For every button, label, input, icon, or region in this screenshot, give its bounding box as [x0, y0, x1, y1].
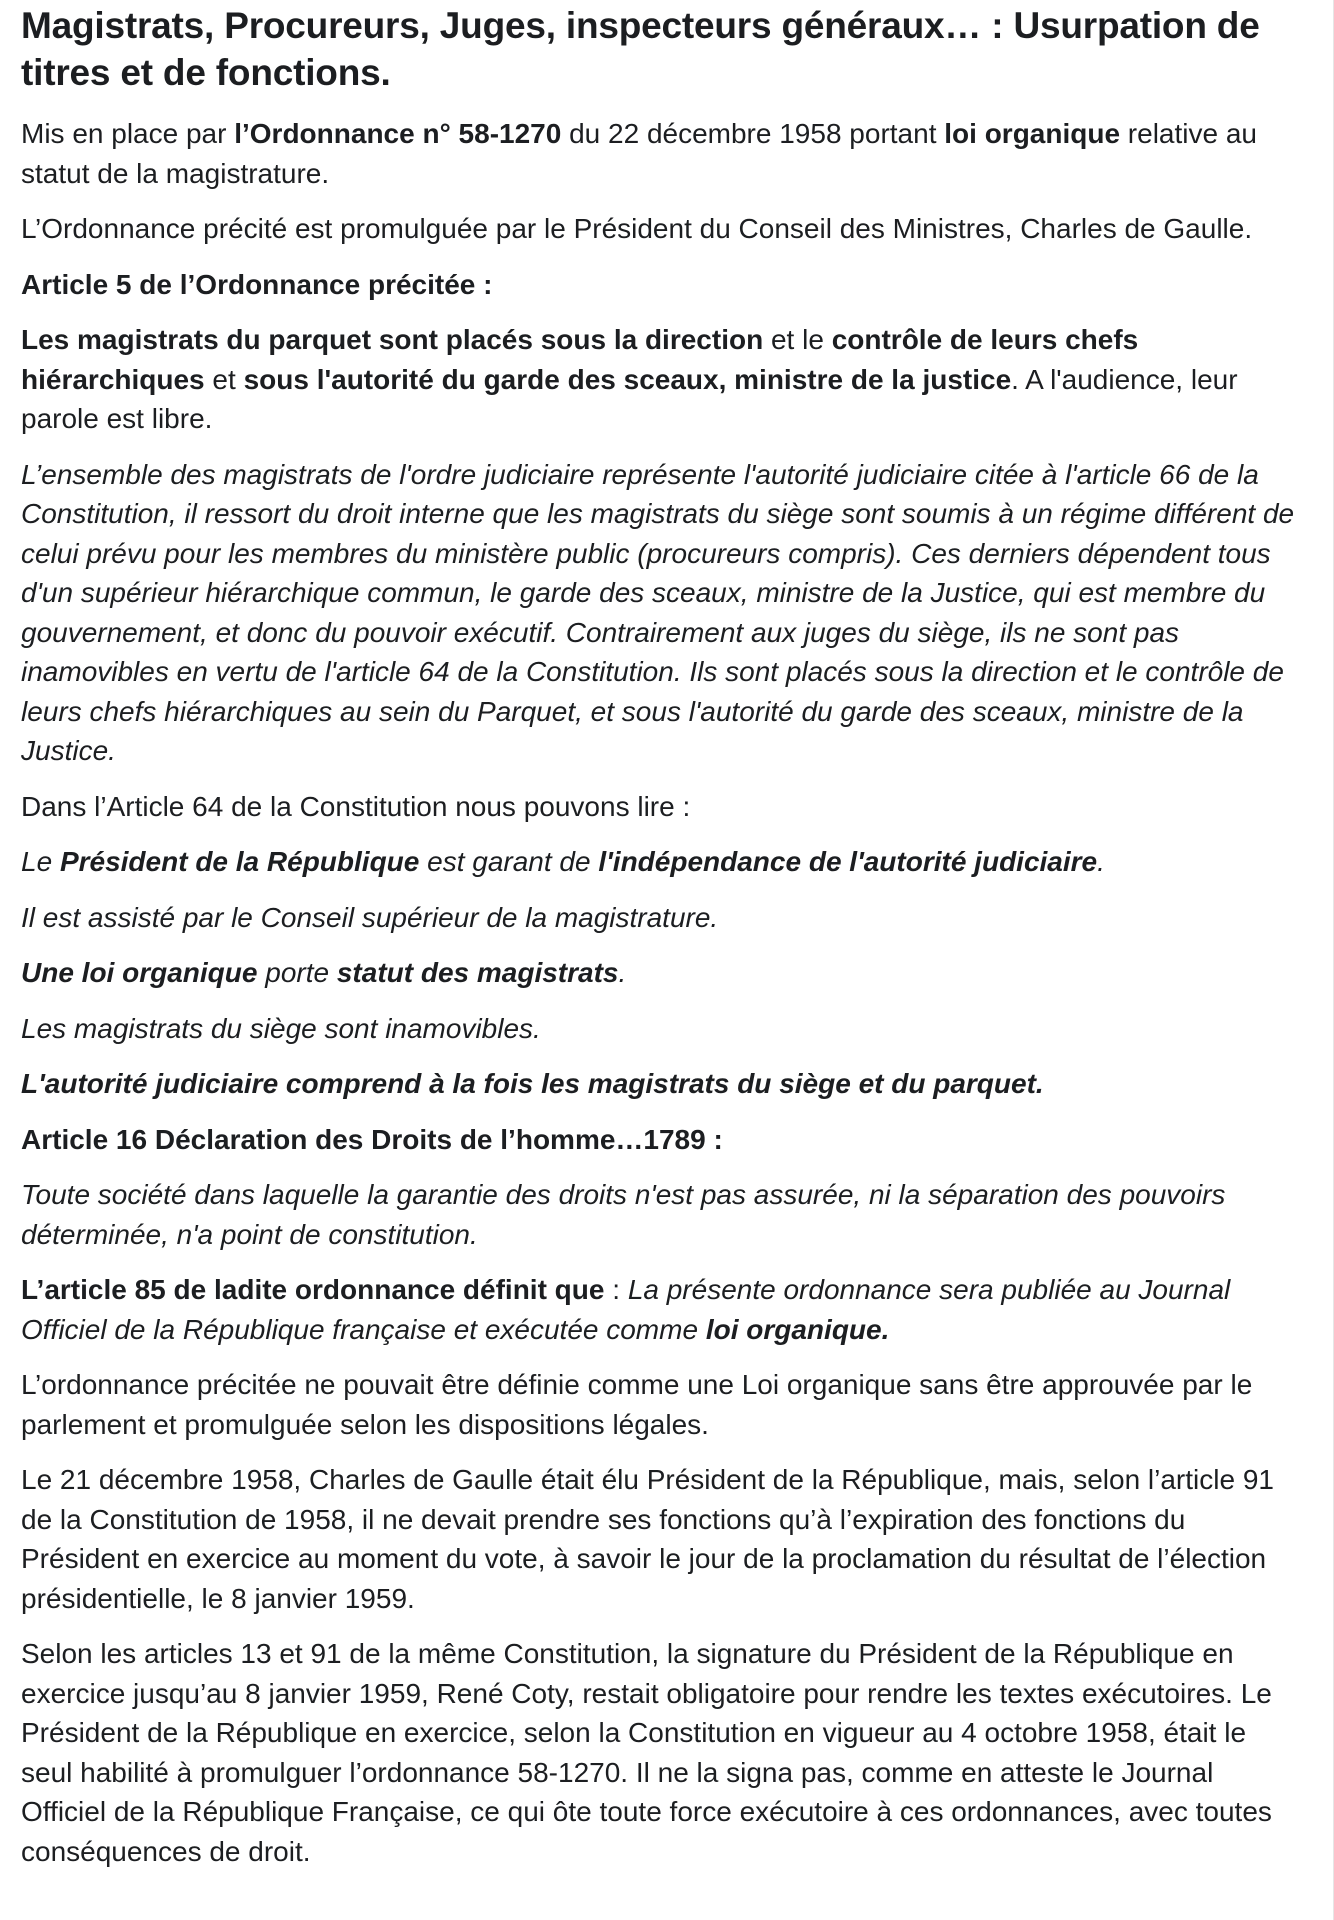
- quote-article-16: Toute société dans laquelle la garantie des droits n'est pas assurée, ni la séparation des pouvoirs déterminée, n'a point de constitution.: [21, 1179, 1226, 1250]
- paragraph-article-5-text: Les magistrats du parquet sont placés sous la direction et le contrôle de leurs chefs hiérarchiques et sous l'autorité du garde des sceaux, ministre de la justice. A l'audience, leur parole est libre.: [21, 324, 1238, 434]
- paragraph-de-gaulle-election: Le 21 décembre 1958, Charles de Gaulle était élu Président de la République, mais, selon l’article 91 de la Constitution de 1958, il ne devait prendre ses fonctions qu’à l’expiration des fonctions du Président en exercice au moment du vote, à savoir le jour de la proclamation du résultat de l’élection présidentielle, le 8 janvier 1959.: [21, 1464, 1274, 1614]
- paragraph-rene-coty-signature: Selon les articles 13 et 91 de la même Constitution, la signature du Président de la République en exercice jusqu’au 8 janvier 1959, René Coty, restait obligatoire pour rendre les textes exécutoires. Le Président de la République en exercice, selon la Constitution en vigueur au 4 octobre 1958, était le seul habilité à promulguer l’ordonnance 58-1270. Il ne la signa pas, comme en atteste le Journal Officiel de la République Française, ce qui ôte toute force exécutoire à ces ordonnances, avec toutes conséquences de droit.: [21, 1638, 1272, 1867]
- paragraph-article-85: L’article 85 de ladite ordonnance définit que : La présente ordonnance sera publiée au Journal Officiel de la République française et exécutée comme loi organique.: [21, 1274, 1231, 1345]
- quote-article-64-line-5: L'autorité judiciaire comprend à la fois les magistrats du siège et du parquet.: [21, 1068, 1044, 1099]
- ordonnance-reference: l’Ordonnance n° 58-1270: [234, 118, 562, 149]
- quote-article-64-line-1: Le Président de la République est garant de l'indépendance de l'autorité judiciaire.: [21, 846, 1105, 877]
- quote-article-64-line-3: Une loi organique porte statut des magistrats.: [21, 957, 627, 988]
- paragraph-loi-organique-approval: L’ordonnance précitée ne pouvait être définie comme une Loi organique sans être approuvée par le parlement et promulguée selon les dispositions légales.: [21, 1369, 1253, 1440]
- paragraph-magistrats-explanation: L’ensemble des magistrats de l'ordre judiciaire représente l'autorité judiciaire citée à l'article 66 de la Constitution, il ressort du droit interne que les magistrats du siège sont soumis à un régime différent de celui prévu pour les membres du ministère public (procureurs compris). Ces derniers dépendent tous d'un supérieur hiérarchique commun, le garde des sceaux, ministre de la Justice, qui est membre du gouvernement, et donc du pouvoir exécutif. Contrairement aux juges du siège, ils ne sont pas inamovibles en vertu de l'article 64 de la Constitution. Ils sont placés sous la direction et le contrôle de leurs chefs hiérarchiques au sein du Parquet, et sous l'autorité du garde des sceaux, ministre de la Justice.: [21, 458, 1295, 766]
- quote-article-64-line-2: Il est assisté par le Conseil supérieur de la magistrature.: [21, 901, 719, 933]
- quote-article-64-line-4: Les magistrats du siège sont inamovibles.: [21, 1012, 541, 1044]
- heading-article-5: Article 5 de l’Ordonnance précitée :: [21, 268, 493, 300]
- paragraph-promulgation: L’Ordonnance précité est promulguée par le Président du Conseil des Ministres, Charles de Gaulle.: [21, 213, 1253, 244]
- heading-article-16: Article 16 Déclaration des Droits de l’homme…1789 :: [21, 1123, 723, 1155]
- article-title: Magistrats, Procureurs, Juges, inspecteurs généraux… : Usurpation de titres et de fonctions.: [21, 5, 1260, 93]
- loi-organique-term: loi organique: [944, 118, 1121, 149]
- heading-article-64: Dans l’Article 64 de la Constitution nous pouvons lire :: [21, 790, 691, 822]
- paragraph-ordonnance-intro: Mis en place par l’Ordonnance n° 58-1270 du 22 décembre 1958 portant loi organique relative au statut de la magistrature.: [21, 118, 1257, 189]
